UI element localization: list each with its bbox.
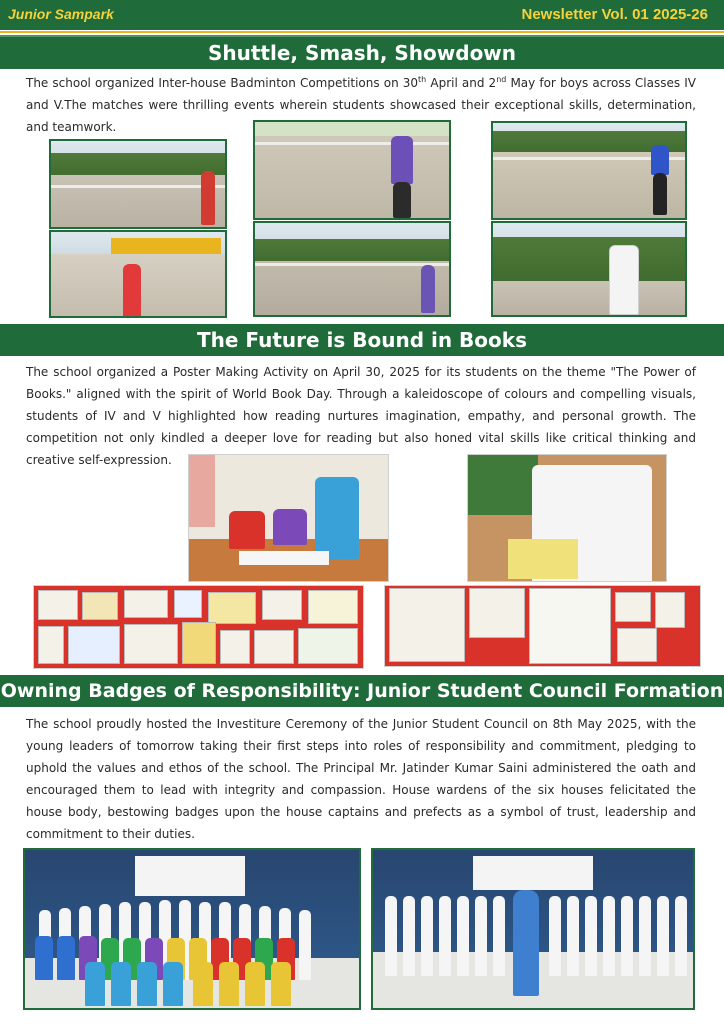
badminton-photo-6 xyxy=(491,221,687,317)
section-title-badminton: Shuttle, Smash, Showdown xyxy=(0,37,724,69)
poster-board-1 xyxy=(33,585,364,669)
council-group-photo-1 xyxy=(23,848,361,1010)
issue-label: Newsletter Vol. 01 2025-26 xyxy=(521,6,708,23)
badminton-photo-5 xyxy=(491,121,687,220)
poster-board-2 xyxy=(384,585,701,667)
badminton-photo-3 xyxy=(253,120,451,220)
section-title-books: The Future is Bound in Books xyxy=(0,324,724,356)
newsletter-header xyxy=(0,0,724,30)
section-body-books: The school organized a Poster Making Activity on April 30, 2025 for its students on the theme "The Power of Books." aligned with the spirit of World Book Day. Through a kaleidoscope of colours and compelling visuals, students of IV and V highlighted how reading nurtures imagination, empathy, and personal growth. The competition not only kindled a deeper love for reading but also honed vital skills like critical thinking and creative self-expression. xyxy=(26,365,696,467)
books-activity-photo-1 xyxy=(188,454,389,582)
council-group-photo-2 xyxy=(371,848,695,1010)
section-body-council: The school proudly hosted the Investiture Ceremony of the Junior Student Council on 8th May 2025, with the young leaders of tomorrow taking their first steps into roles of responsibility and commitment, pledging to uphold the values and ethos of the school. The Principal Mr. Jatinder Kumar Saini administered the oath and encouraged them to lead with integrity and compassion. House wardens of the six houses felicitated the house body, bestowing badges upon the house captains and prefects as a symbol of trust, leadership and commitment to their duties. xyxy=(26,717,696,841)
badminton-photo-1 xyxy=(49,139,227,229)
section-body-badminton: The school organized Inter-house Badminton Competitions on 30th April and 2nd May for boys across Classes IV and V.The matches were thrilling events wherein students showcased their exceptional skills, determination, and teamwork. xyxy=(26,75,696,134)
books-activity-photo-2 xyxy=(467,454,667,582)
badminton-photo-2 xyxy=(49,230,227,318)
brand-name: Junior Sampark xyxy=(8,6,114,22)
badminton-photo-4 xyxy=(253,221,451,317)
section-title-council: Owning Badges of Responsibility: Junior Student Council Formation xyxy=(0,675,724,707)
